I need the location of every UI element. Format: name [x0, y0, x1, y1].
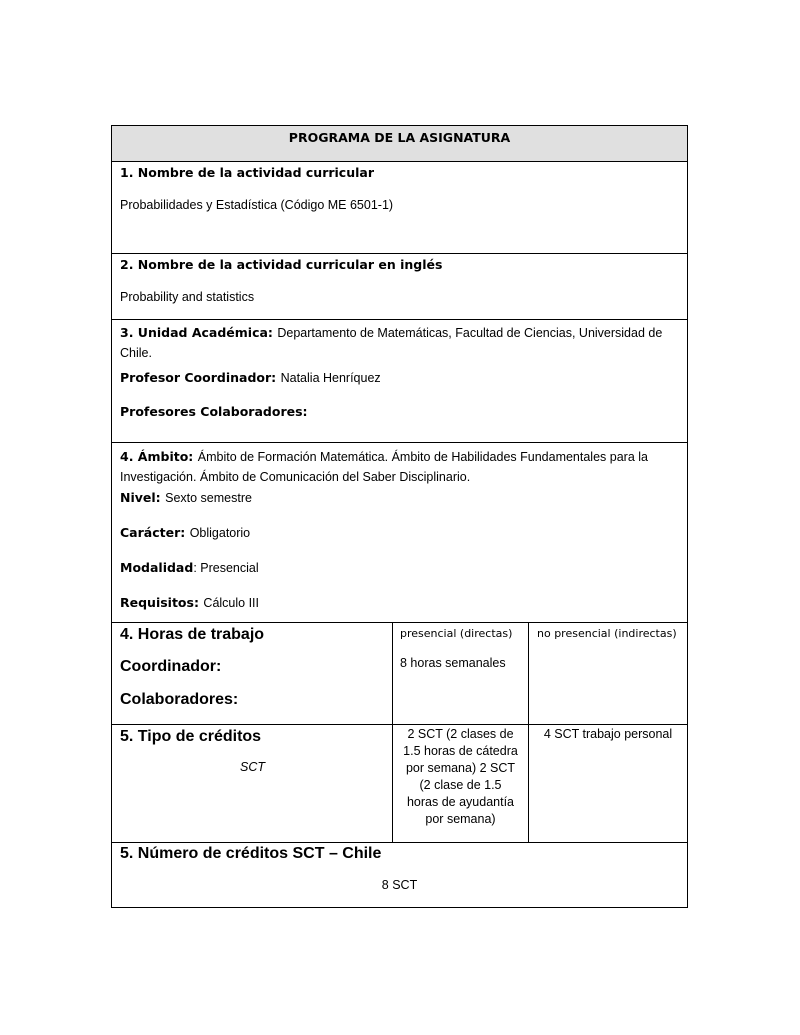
numero-value: 8 SCT [381, 878, 418, 892]
horas-labels-cell [112, 623, 393, 724]
unidad-label: 3. Unidad Académica: [120, 325, 273, 340]
horas-coordinador: Coordinador: [120, 658, 222, 675]
ambito-paragraph [120, 447, 679, 487]
requisitos-value: Cálculo III [203, 596, 260, 610]
horas-presencial-cell [393, 623, 529, 724]
section-numero-creditos [112, 843, 687, 907]
creditos-heading: 5. Tipo de créditos [120, 728, 262, 745]
section-activity-name [112, 162, 687, 254]
modalidad-value: : Presencial [193, 561, 259, 575]
section-horas [112, 623, 687, 725]
creditos-presencial-cell [393, 725, 529, 842]
caracter-line [120, 524, 679, 542]
creditos-presencial-line1: 2 SCT (2 clases de [407, 727, 514, 741]
section-tipo-creditos [112, 725, 687, 843]
unidad-value: Departamento de Matemáticas, Facultad de Ciencias, Universidad de Chile. [120, 326, 663, 360]
creditos-presencial-line3: por semana) 2 SCT [405, 761, 516, 775]
coordinador-line [120, 369, 679, 387]
caracter-value: Obligatorio [189, 526, 251, 540]
creditos-presencial-line4: (2 clase de 1.5 [419, 778, 502, 792]
creditos-no-presencial: 4 SCT trabajo personal [543, 727, 673, 741]
ambito-label: 4. Ámbito: [120, 449, 194, 464]
horas-heading: 4. Horas de trabajo [120, 626, 265, 643]
section1-heading: 1. Nombre de la actividad curricular [120, 165, 374, 180]
section-english-name [112, 254, 687, 320]
page-title: PROGRAMA DE LA ASIGNATURA [288, 130, 511, 145]
horas-colaboradores: Colaboradores: [120, 691, 239, 708]
section-ambito [112, 443, 687, 623]
presencial-value: 8 horas semanales [400, 656, 506, 670]
creditos-presencial-line5: horas de ayudantía [406, 795, 515, 809]
coordinador-label: Profesor Coordinador: [120, 370, 277, 385]
no-presencial-label: no presencial (indirectas) [537, 627, 677, 640]
title-row [112, 126, 687, 162]
coordinador-value: Natalia Henríquez [280, 371, 381, 385]
nivel-label: Nivel: [120, 490, 161, 505]
creditos-presencial-line2: 1.5 horas de cátedra [403, 744, 518, 758]
modalidad-line [120, 559, 679, 577]
section-academic-unit [112, 320, 687, 443]
section1-value: Probabilidades y Estadística (Código ME 6501-1) [120, 198, 394, 212]
unidad-paragraph [120, 323, 679, 363]
modalidad-label: Modalidad [120, 560, 194, 575]
nivel-line [120, 489, 679, 507]
creditos-tipo: SCT [240, 760, 265, 774]
requisitos-label: Requisitos: [120, 595, 199, 610]
program-table [111, 125, 688, 908]
section2-value: Probability and statistics [120, 290, 255, 304]
ambito-value: Ámbito de Formación Matemática. Ámbito de Habilidades Fundamentales para la Investigación. Ámbito de Comunicación del Saber Disciplinario. [120, 450, 648, 484]
presencial-label: presencial (directas) [400, 627, 513, 640]
colaboradores-label: Profesores Colaboradores: [120, 404, 308, 419]
caracter-label: Carácter: [120, 525, 186, 540]
numero-heading: 5. Número de créditos SCT – Chile [120, 845, 382, 862]
horas-no-presencial-cell [529, 623, 687, 724]
section2-heading: 2. Nombre de la actividad curricular en inglés [120, 257, 443, 272]
creditos-no-presencial-cell [529, 725, 687, 842]
creditos-labels-cell [112, 725, 393, 842]
nivel-value: Sexto semestre [165, 491, 252, 505]
requisitos-line [120, 594, 679, 612]
creditos-presencial-line6: por semana) [425, 812, 496, 826]
